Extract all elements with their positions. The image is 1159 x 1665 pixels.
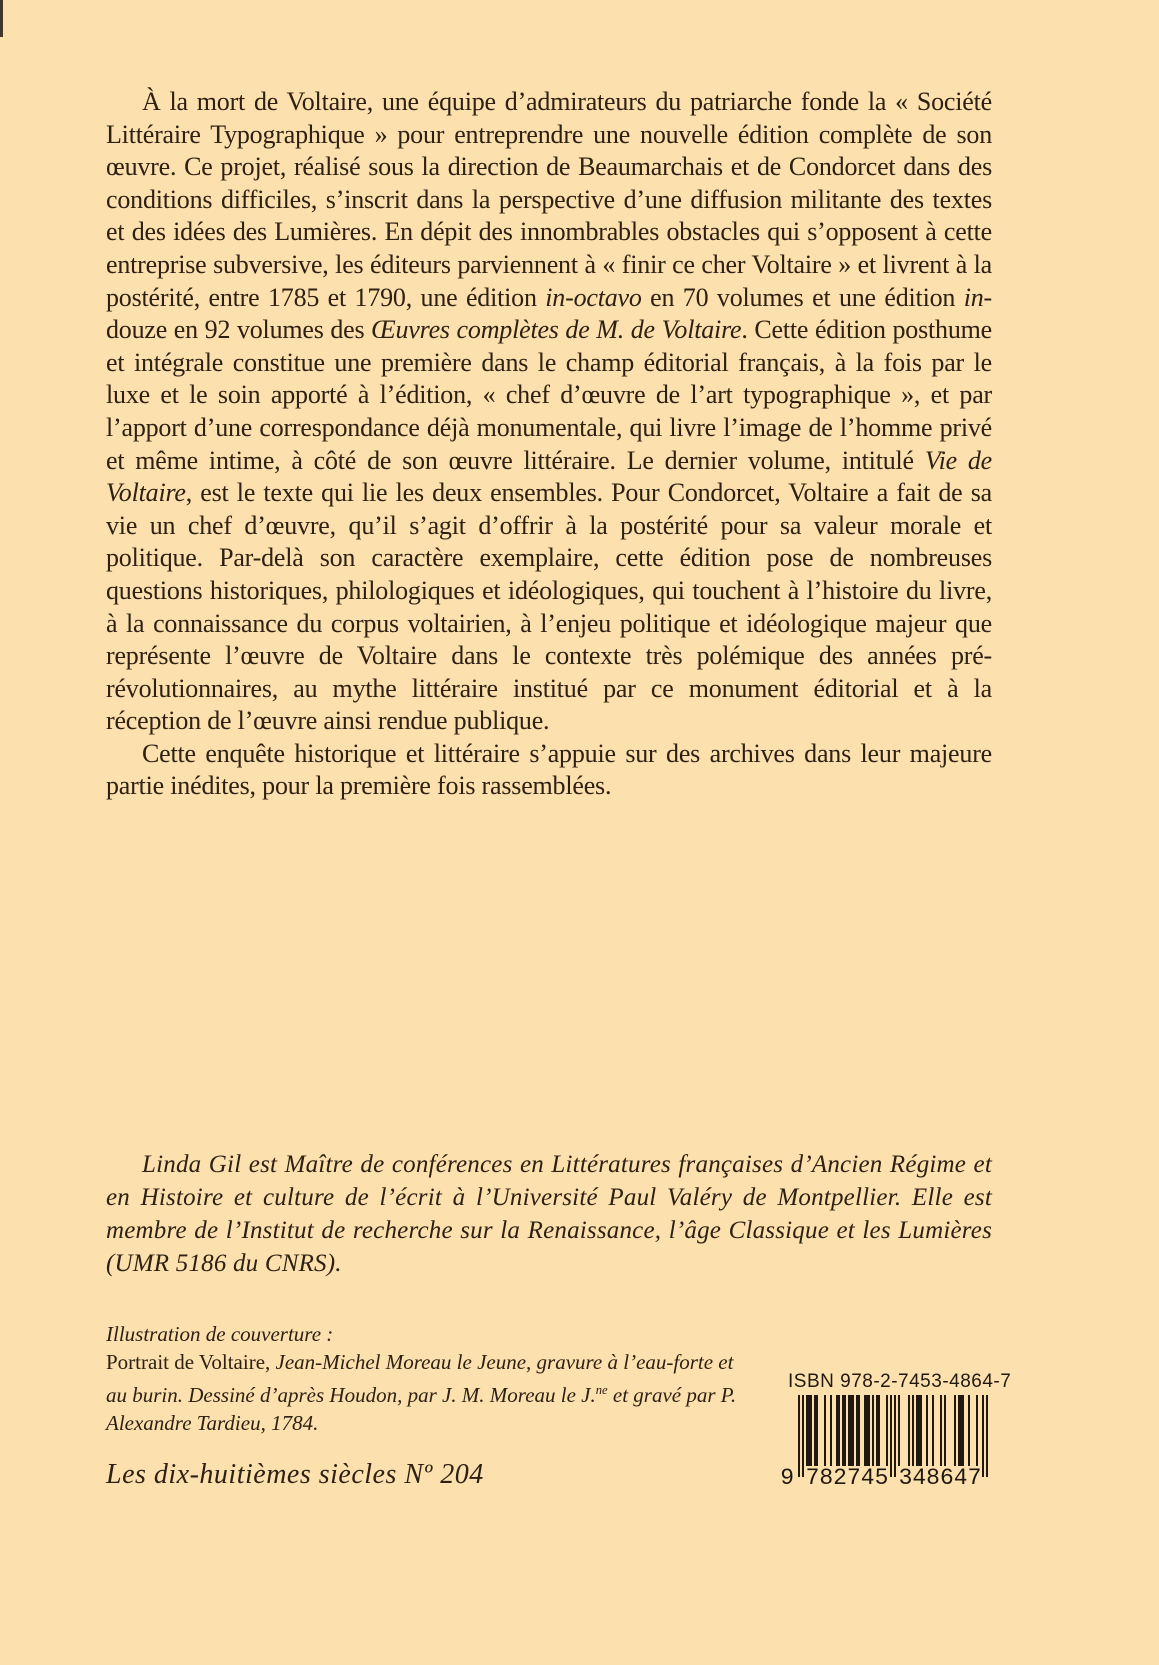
isbn-label: ISBN 978-2-7453-4864-7 <box>788 1371 1012 1392</box>
cover-credit-heading: Illustration de couverture : <box>106 1322 334 1346</box>
collection-series-line: Les dix-huitièmes siècles Nº 204 <box>106 1459 484 1490</box>
barcode-digit-first: 9 <box>780 1465 794 1491</box>
isbn-barcode-block <box>776 1371 1012 1496</box>
synopsis-block <box>106 86 992 803</box>
cover-credit-block <box>106 1320 756 1437</box>
barcode-digits-group-1: 782745 <box>805 1465 889 1491</box>
barcode-digits-group-2: 348647 <box>898 1465 982 1491</box>
author-bio: Linda Gil est Maître de conférences en Littératures françaises d’Ancien Régime et en Histoire et culture de l’écrit à l’Université Paul Valéry de Montpellier. Elle est membre de l’Institut de recherche sur la Renaissance, l’âge Classique et les Lumières (UMR 5186 du CNRS). <box>106 1151 992 1277</box>
cover-credit-text: Portrait de Voltaire, Jean-Michel Moreau le Jeune, gravure à l’eau-forte et au burin. Dessiné d’après Houdon, par J. M. Moreau le J.$^{ne}$ et gravé par P. Alexandre Tardieu, 1784. <box>106 1350 737 1435</box>
synopsis-paragraph-2: Cette enquête historique et littéraire s’appuie sur des archives dans leur majeure partie inédites, pour la première fois rassemblées. <box>106 738 992 801</box>
synopsis-paragraph-1: À la mort de Voltaire, une équipe d’admirateurs du patriarche fonde la « Société Littéraire Typographique » pour entreprendre une nouvelle édition complète de son œuvre. Ce projet, réalisé sous la direction de Beaumarchais et de Condorcet dans des conditions difficiles, s’inscrit dans la perspective d’une diffusion militante des textes et des idées des Lumières. En dépit des innombrables obstacles qui s’opposent à cette entreprise subversive, les éditeurs parviennent à « finir ce cher Voltaire » et livrent à la postérité, entre 1785 et 1790, une édition in-octavo en 70 volumes et une édition in-douze en 92 volumes des Œuvres complètes de M. de Voltaire. Cette édition posthume et intégrale constitue une première dans le champ éditorial français, à la fois par le luxe et le soin apporté à l’édition, « chef d’œuvre de l’art typographique », et par l’apport d’une correspondance déjà monumentale, qui livre l’image de l’homme privé et même intime, à côté de son œuvre littéraire. Le dernier volume, intitulé Vie de Voltaire, est le texte qui lie les deux ensembles. Pour Condorcet, Voltaire a fait de sa vie un chef d’œuvre, qu’il s’agit d’offrir à la postérité pour sa valeur morale et politique. Par-delà son caractère exemplaire, cette édition pose de nombreuses questions historiques, philologiques et idéologiques, qui touchent à l’histoire du livre, à la connaissance du corpus voltairien, à l’enjeu politique et idéologique majeur que représente l’œuvre de Voltaire dans le contexte très polémique des années pré-révolutionnaires, au mythe littéraire institué par ce monument éditorial et à la réception de l’œuvre ainsi rendue publique. <box>106 87 992 736</box>
scan-edge-artifact <box>0 0 3 37</box>
